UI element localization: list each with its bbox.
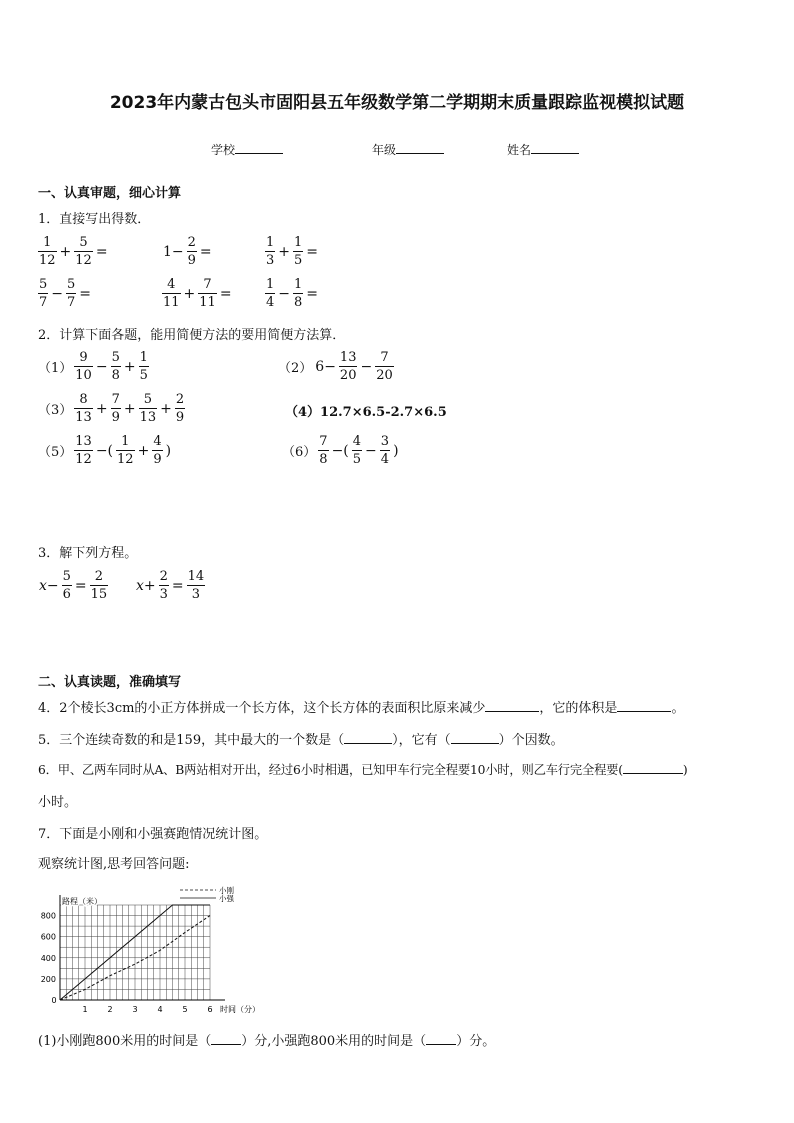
- grade-field[interactable]: [372, 141, 444, 158]
- x-axis-label: 时间（分）: [220, 1005, 260, 1014]
- section-2-heading: 二、认真读题，准确填写: [38, 675, 182, 690]
- q1-expr-5: $\frac{4}{11}$ + $\frac{7}{11}$ =: [163, 277, 232, 310]
- q7-a-end: ）分。: [456, 1034, 496, 1049]
- y-tick-label: 400: [40, 953, 56, 963]
- x-tick-label: 6: [207, 1005, 213, 1014]
- q2-label: 2．计算下面各题，能用简便方法的要用简便方法算．: [38, 328, 346, 343]
- q7-label: 7．下面是小刚和小强赛跑情况统计图。: [38, 827, 268, 842]
- q4-blank-2[interactable]: [617, 699, 671, 712]
- grade-blank[interactable]: [396, 142, 444, 154]
- chart-grid: [60, 905, 210, 1000]
- q4: [38, 697, 684, 716]
- q7-a-text: (1)小刚跑800米用的时间是（: [38, 1034, 212, 1049]
- x-tick-label: 3: [132, 1005, 138, 1014]
- q1-expr-2: 1− $\frac{2}{9}$ =: [163, 235, 212, 268]
- q4-text: 4．2个棱长3cm的小正方体拼成一个长方体，这个长方体的表面积比原来减少: [38, 701, 486, 716]
- q6-end: ): [682, 763, 688, 777]
- q6-text: 6．甲、乙两车同时从A、B两站相对开出，经过6小时相遇，已知甲车行完全程要10小时，则乙车行完全程要(: [38, 763, 623, 777]
- q5: [38, 729, 564, 748]
- q7-blank-1[interactable]: [211, 1032, 241, 1045]
- legend-label: 小刚: [219, 886, 234, 895]
- race-line-chart: [30, 880, 280, 1015]
- y-axis-label: 路程（米）: [62, 897, 102, 906]
- q7-a-mid: ）分,小强跑800米用的时间是（: [241, 1034, 427, 1049]
- q7-sub: 观察统计图,思考回答问题:: [38, 857, 190, 872]
- page-title: 2023年内蒙古包头市固阳县五年级数学第二学期期末质量跟踪监视模拟试题: [109, 93, 685, 113]
- x-tick-label: 4: [157, 1005, 163, 1014]
- q6-tail: 小时。: [38, 795, 78, 810]
- legend-label: 小强: [219, 894, 234, 903]
- q1-expr-1: $\frac{1}{12}$ + $\frac{5}{12}$ =: [39, 235, 108, 268]
- q1-expr-6: $\frac{1}{4}$ − $\frac{1}{8}$ =: [266, 277, 319, 310]
- grade-label: 年级: [372, 143, 397, 157]
- q6: [38, 760, 687, 778]
- q2-p6-label: （6）: [282, 445, 317, 460]
- q7-blank-2[interactable]: [426, 1032, 456, 1045]
- x-tick-label: 5: [182, 1005, 188, 1014]
- q2-p5-label: （5）: [38, 445, 73, 460]
- q5-mid: ），它有（: [392, 733, 451, 748]
- q3-equation-2: x+ $\frac{2}{3}$ = $\frac{14}{3}$: [136, 569, 205, 602]
- y-tick-label: 200: [40, 974, 56, 984]
- name-label: 姓名: [507, 143, 532, 157]
- school-field[interactable]: [211, 141, 283, 158]
- q6-blank[interactable]: [623, 761, 683, 774]
- q1-expr-4: $\frac{5}{7}$ − $\frac{5}{7}$ =: [39, 277, 92, 310]
- school-label: 学校: [211, 143, 236, 157]
- q5-end: ）个因数。: [498, 733, 564, 748]
- y-tick-label: 800: [40, 911, 56, 921]
- q4-blank-1[interactable]: [485, 699, 539, 712]
- q5-blank-1[interactable]: [344, 731, 392, 744]
- q4-mid: ，它的体积是: [539, 701, 618, 716]
- q3-label: 3．解下列方程。: [38, 546, 138, 561]
- q2-item-6: （6） $\frac{7}{8}$ −( $\frac{4}{5}$ − $\frac{3}{4}$ ): [282, 434, 399, 467]
- school-blank[interactable]: [235, 142, 283, 154]
- q4-end: 。: [671, 701, 685, 716]
- section-1-heading: 一、认真审题，细心计算: [38, 186, 182, 201]
- q2-item-2: （2） 6− $\frac{13}{20}$ − $\frac{7}{20}$: [278, 350, 393, 383]
- q2-item-5: （5） $\frac{13}{12}$ −( $\frac{1}{12}$ + $\frac{4}{9}$ ): [38, 434, 172, 467]
- q2-item-1: （1） $\frac{9}{10}$ − $\frac{5}{8}$ + $\frac{1}{5}$: [38, 350, 148, 383]
- q5-blank-2[interactable]: [451, 731, 499, 744]
- q3-equation-1: x− $\frac{5}{6}$ = $\frac{2}{15}$: [39, 569, 108, 602]
- x-tick-label: 1: [82, 1005, 88, 1014]
- x-tick-label: 2: [107, 1005, 113, 1014]
- name-blank[interactable]: [531, 142, 579, 154]
- y-tick-label: 600: [40, 932, 56, 942]
- q1-label: 1．直接写出得数．: [38, 212, 151, 227]
- q2-p3-label: （3）: [38, 403, 73, 418]
- q5-text: 5．三个连续奇数的和是159，其中最大的一个数是（: [38, 733, 345, 748]
- name-field[interactable]: [507, 141, 579, 158]
- q2-p1-label: （1）: [38, 361, 73, 376]
- q1-expr-3: $\frac{1}{3}$ + $\frac{1}{5}$ =: [266, 235, 319, 268]
- q2-item-3: （3） $\frac{8}{13}$ + $\frac{7}{9}$ + $\frac{5}{13}$ + $\frac{2}{9}$: [38, 392, 185, 425]
- q2-p2-label: （2）: [278, 361, 313, 376]
- q7-question-1: [38, 1030, 495, 1049]
- q2-item-4: （4）12.7×6.5-2.7×6.5: [285, 405, 447, 420]
- x-tick-label: 0: [51, 996, 57, 1005]
- chart-labels: [41, 885, 260, 1014]
